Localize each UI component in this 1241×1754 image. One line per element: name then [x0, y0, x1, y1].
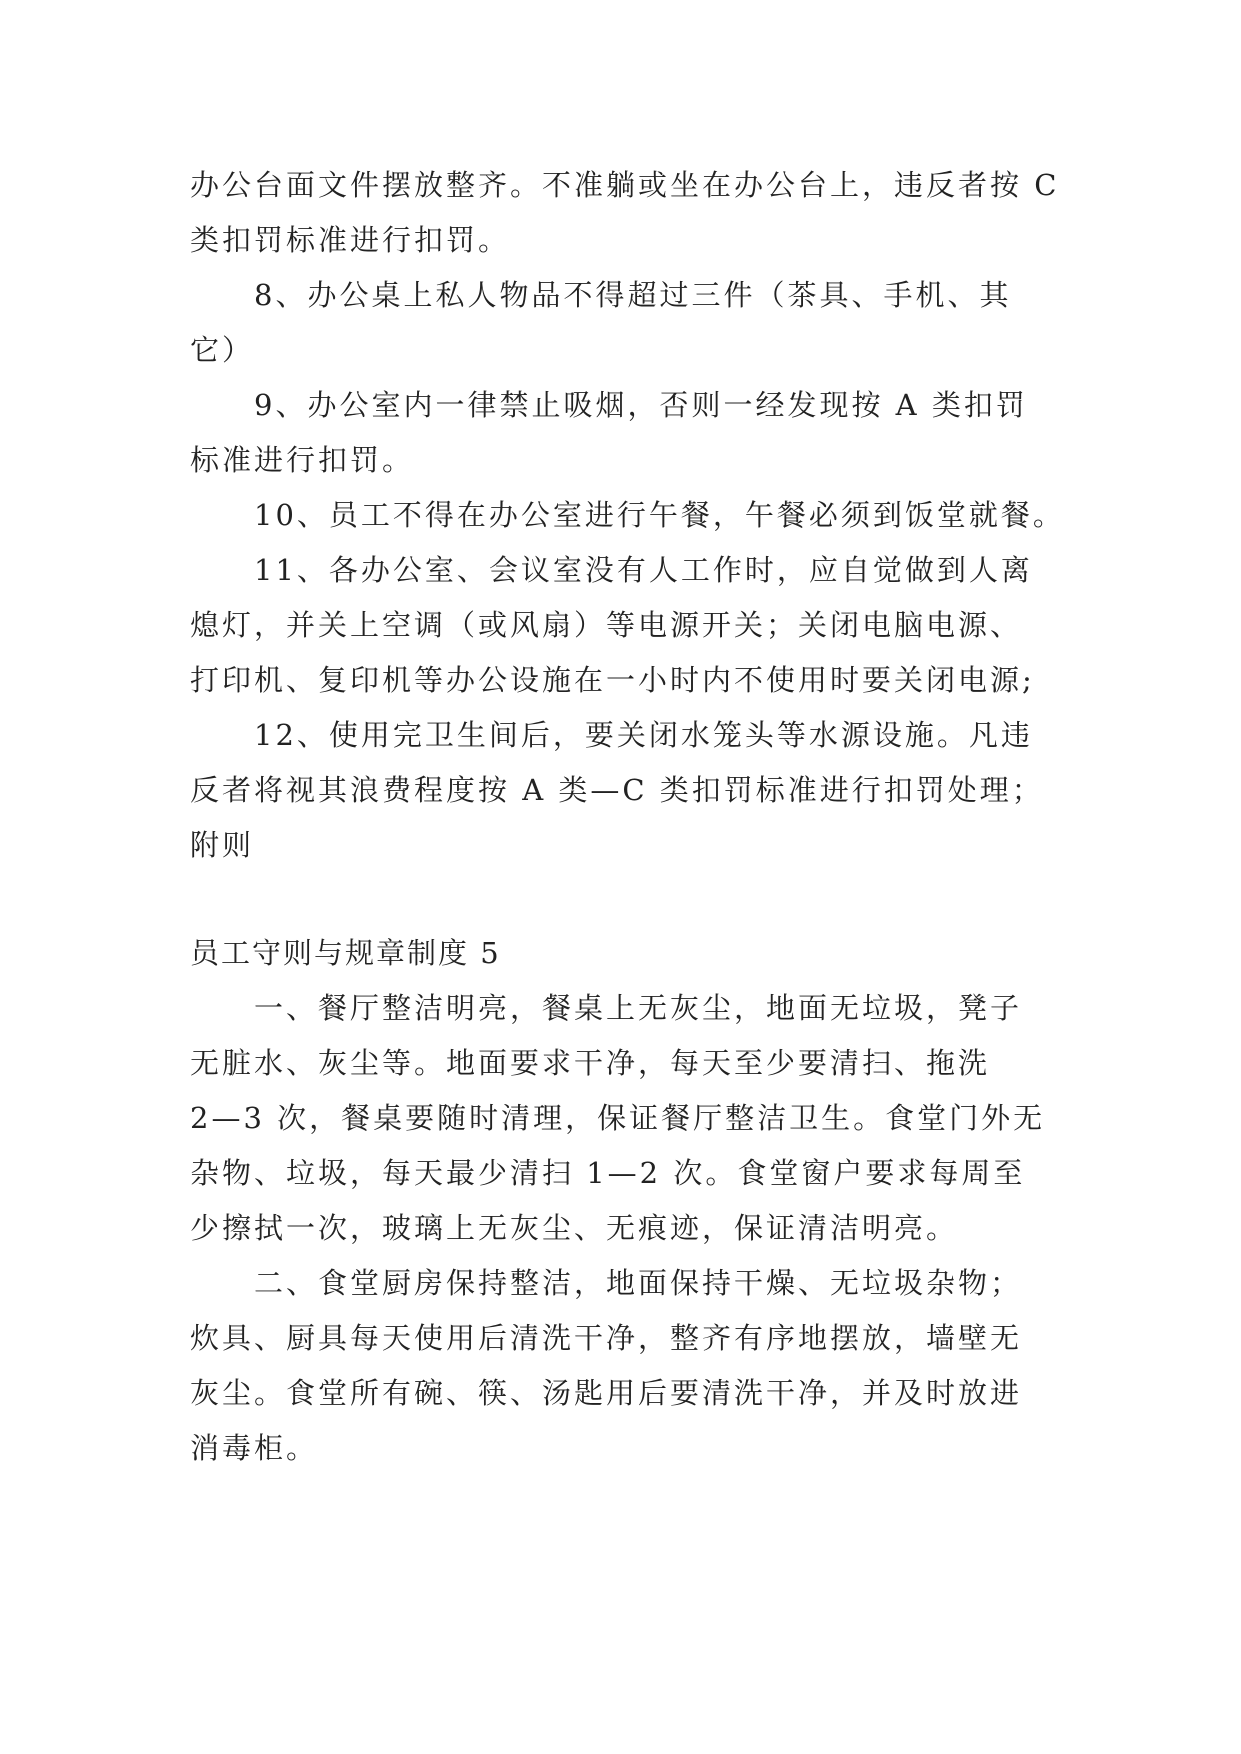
- appendix-heading: 附则: [190, 828, 255, 862]
- paragraph-line: 12、使用完卫生间后，要关闭水笼头等水源设施。凡违: [254, 718, 1033, 752]
- paragraph-line: 灰尘。食堂所有碗、筷、汤匙用后要清洗干净，并及时放进: [190, 1376, 1023, 1410]
- paragraph-line: 它）: [190, 333, 255, 367]
- paragraph-line: 一、餐厅整洁明亮，餐桌上无灰尘，地面无垃圾，凳子: [254, 991, 1023, 1025]
- paragraph-line: 标准进行扣罚。: [190, 443, 415, 477]
- paragraph-line: 消毒柜。: [190, 1431, 319, 1465]
- paragraph-line: 杂物、垃圾，每天最少清扫 1—2 次。食堂窗户要求每周至: [190, 1156, 1026, 1190]
- paragraph-line: 9、办公室内一律禁止吸烟，否则一经发现按 A 类扣罚: [254, 388, 1028, 422]
- paragraph-line: 2—3 次，餐桌要随时清理，保证餐厅整洁卫生。食堂门外无: [190, 1101, 1046, 1135]
- document-body: [190, 158, 1065, 1476]
- section-spacer: [190, 873, 1060, 926]
- section-title: 员工守则与规章制度 5: [190, 936, 501, 970]
- paragraph-line: 类扣罚标准进行扣罚。: [190, 223, 511, 257]
- paragraph-line: 10、员工不得在办公室进行午餐，午餐必须到饭堂就餐。: [254, 498, 1065, 532]
- paragraph-line: 无脏水、灰尘等。地面要求干净，每天至少要清扫、拖洗: [190, 1046, 991, 1080]
- paragraph-line: 炊具、厨具每天使用后清洗干净，整齐有序地摆放，墙壁无: [190, 1321, 1023, 1355]
- paragraph-line: 8、办公桌上私人物品不得超过三件（茶具、手机、其: [254, 278, 1012, 312]
- paragraph-line: 二、食堂厨房保持整洁，地面保持干燥、无垃圾杂物；: [254, 1266, 1023, 1300]
- paragraph-line: 反者将视其浪费程度按 A 类—C 类扣罚标准进行扣罚处理；: [190, 773, 1044, 807]
- paragraph-line: 熄灯，并关上空调（或风扇）等电源开关；关闭电脑电源、: [190, 608, 1023, 642]
- paragraph-line: 11、各办公室、会议室没有人工作时，应自觉做到人离: [254, 553, 1033, 587]
- paragraph-line: 办公台面文件摆放整齐。不准躺或坐在办公台上，违反者按 C: [190, 168, 1060, 202]
- paragraph-line: 打印机、复印机等办公设施在一小时内不使用时要关闭电源;: [190, 663, 1035, 697]
- paragraph-line: 少擦拭一次，玻璃上无灰尘、无痕迹，保证清洁明亮。: [190, 1211, 959, 1245]
